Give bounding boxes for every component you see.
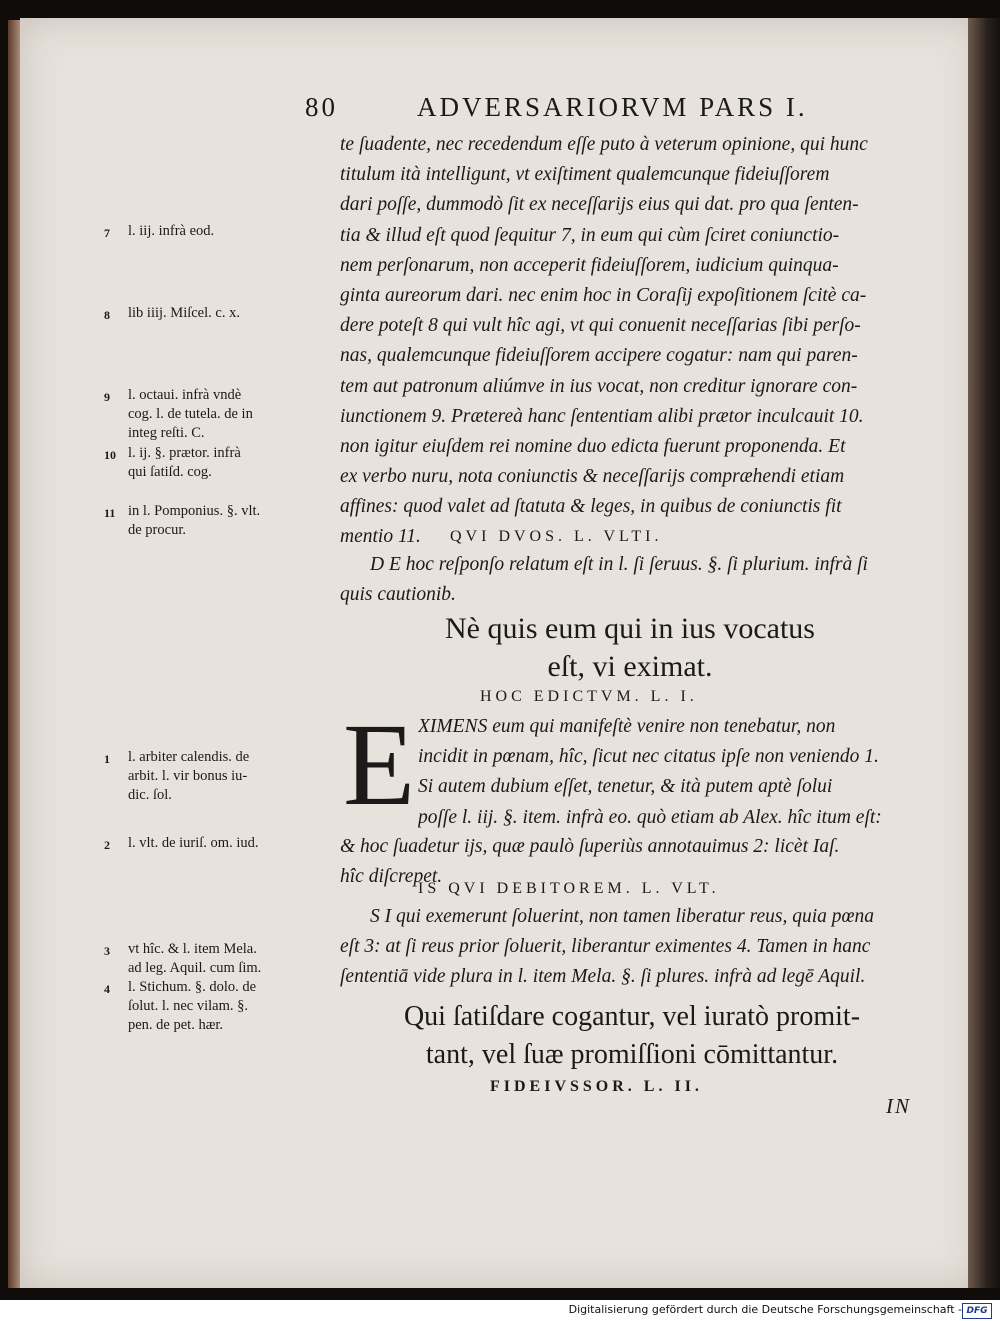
text-line: incidit in pœnam, hîc, ſicut nec citatus ipſe non veniendo 1.: [418, 746, 879, 768]
note-line: cog. l. de tutela. de in: [128, 406, 253, 422]
text-line: ginta aureorum dari. nec enim hoc in Coraſij expoſitionem ſcitè ca-: [340, 284, 867, 306]
section-text: [340, 580, 930, 610]
rubric-title: [352, 998, 912, 1074]
note-line: vt hîc. & l. item Mela.: [128, 941, 257, 957]
section-heading: IS QVI DEBITOREM. L. VLT.: [418, 880, 720, 897]
note-number: 10: [104, 448, 116, 462]
text-line: nem perſonarum, non acceperit fideiuſſorem, iudicium quinqua-: [340, 254, 839, 276]
note-number: 8: [104, 308, 110, 322]
text-line: iunctionem 9. Prӕtereà hanc ſententiam alibi prӕtor inculcauit 10.: [340, 405, 864, 427]
text-line: dere poteſt 8 qui vult hîc agi, vt qui conuenit neceſſarias ſibi perſo-: [340, 315, 861, 337]
text-line: affines: quod valet ad ſtatuta & leges, in quibus de coniunctis fit: [340, 496, 842, 518]
text-line: D E hoc reſponſo relatum eſt in l. ſi ſeruus. §. ſi plurium. infrà ſi: [370, 554, 868, 575]
running-head: [305, 92, 925, 132]
text-line: tia & illud eſt quod ſequitur 7, in eum qui cùm ſciret coniunctio-: [340, 224, 840, 246]
text-line: poſſe l. iij. §. item. infrà eo. quò etiam ab Alex. hîc itum eſt:: [418, 806, 882, 828]
note-line: in l. Pomponius. §. vlt.: [128, 503, 261, 519]
margin-note: [104, 978, 338, 1035]
section-text: [340, 932, 930, 992]
note-number: 11: [104, 506, 116, 520]
text-line: non igitur eiuſdem rei nomine duo edicta fuerunt proponenda. Et: [340, 435, 846, 457]
text-line: titulum ità intelligunt, vt exiſtiment qualemcunque fideiuſſorem: [340, 164, 830, 186]
note-line: l. vlt. de iuriſ. om. iud.: [128, 835, 259, 851]
note-line: ſolut. l. nec vilam. §.: [128, 998, 249, 1014]
text-line: dari poſſe, dummodò ſit ex neceſſarijs eius qui dat. pro qua ſenten-: [340, 194, 859, 216]
rubric-title: [390, 610, 870, 686]
note-line: l. arbiter calendis. de: [128, 749, 250, 765]
rubric-line: Qui ſatiſdare cogantur, vel iuratò promit-: [403, 1001, 861, 1032]
margin-note: [104, 940, 338, 978]
note-number: 3: [104, 944, 110, 958]
text-line: te ſuadente, nec recedendum eſſe puto à veterum opinione, qui hunc: [340, 134, 868, 155]
section-text: [370, 902, 930, 932]
text-line: ſententiā vide plura in l. item Mela. §. ſi plures. infrà ad legē Aquil.: [340, 966, 866, 988]
margin-note: [104, 386, 338, 443]
note-line: dic. ſol.: [128, 787, 172, 803]
main-text-column: [340, 130, 930, 553]
dfg-logo-icon: DFG: [962, 1303, 992, 1319]
margin-note: [104, 748, 338, 805]
text-line: quis cautionib.: [340, 584, 456, 605]
footer-bar: [0, 1300, 1000, 1321]
note-number: 2: [104, 838, 110, 852]
note-line: pen. de pet. hӕr.: [128, 1017, 224, 1033]
margin-note: [104, 444, 338, 482]
note-number: 7: [104, 226, 110, 240]
text-line: S I qui exemerunt ſoluerint, non tamen liberatur reus, quia pœna: [370, 906, 875, 927]
rubric-line: tant, vel ſuӕ promiſſioni cōmittantur.: [425, 1039, 839, 1070]
note-line: integ reſti. C.: [128, 425, 205, 441]
note-line: lib iiij. Miſcel. c. x.: [128, 305, 240, 321]
rubric-line: eſt, vi eximat.: [547, 650, 713, 683]
note-number: 4: [104, 982, 110, 996]
rubric-line: Nè quis eum qui in ius vocatus: [445, 612, 815, 645]
note-line: l. ij. §. prӕtor. infrà: [128, 445, 241, 461]
running-title: ADVERSARIORVM PARS I.: [417, 92, 808, 122]
text-line: nas, qualemcunque fideiuſſorem accipere cogatur: nam qui paren-: [340, 345, 858, 367]
text-line: & hoc ſuadetur ijs, quӕ paulò ſuperiùs annotauimus 2: licèt Iaſ.: [340, 836, 840, 857]
text-line: Si autem dubium eſſet, tenetur, & ità putem aptè ſolui: [418, 776, 833, 798]
funding-credit: Digitalisierung gefördert durch die Deutsche Forschungsgemeinschaft -: [568, 1303, 962, 1316]
margin-note: [104, 502, 338, 540]
section-heading: QVI DVOS. L. VLTI.: [450, 528, 663, 545]
page-number: 80: [305, 92, 338, 122]
note-line: arbit. l. vir bonus iu-: [128, 768, 248, 784]
note-line: l. octaui. infrà vndè: [128, 387, 242, 403]
note-line: ad leg. Aquil. cum ſim.: [128, 960, 262, 976]
margin-note: [104, 222, 338, 241]
text-line: mentio 11.: [340, 526, 421, 548]
text-line: XIMENS eum qui manifeſtè venire non tenebatur, non: [418, 716, 836, 737]
note-number: 9: [104, 390, 110, 404]
text-line: eſt 3: at ſi reus prior ſoluerit, liberantur eximentes 4. Tamen in hanc: [340, 936, 871, 957]
note-line: l. iij. infrà eod.: [128, 223, 215, 239]
note-line: de procur.: [128, 522, 186, 538]
note-number: 1: [104, 752, 110, 766]
page-edge: [968, 18, 1000, 1288]
text-line: hîc diſcrepet.: [340, 866, 443, 888]
section-heading: HOC EDICTVM. L. I.: [480, 688, 698, 705]
section-text: [418, 712, 930, 833]
section-text: [370, 550, 930, 580]
text-line: ex verbo nuru, nota coniunctis & neceſſarijs comprӕhendi etiam: [340, 466, 845, 488]
margin-note: [104, 834, 338, 853]
drop-cap: E: [343, 699, 416, 830]
margin-note: [104, 304, 338, 323]
note-line: qui ſatiſd. cog.: [128, 464, 212, 480]
section-heading: FIDEIVSSOR. L. II.: [490, 1078, 703, 1095]
catchword: IN: [886, 1094, 911, 1118]
note-line: l. Stichum. §. dolo. de: [128, 979, 257, 995]
text-line: tem aut patronum aliúmve in ius vocat, non creditur ignorare con-: [340, 375, 858, 397]
